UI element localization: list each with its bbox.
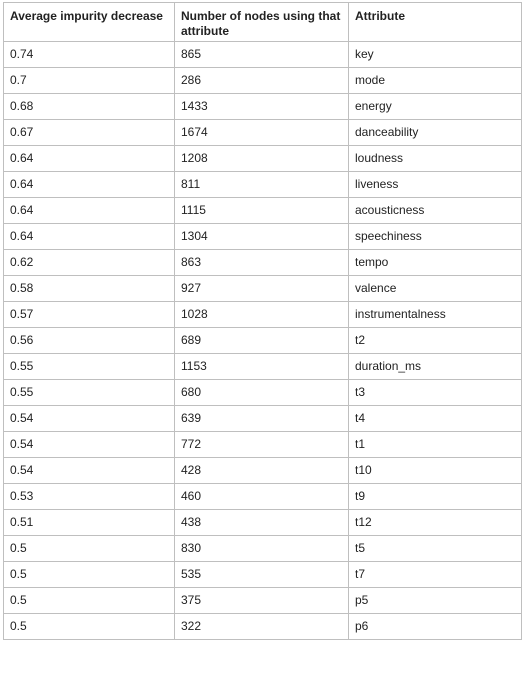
table-row: [4, 328, 522, 354]
node-count-cell: 460: [175, 484, 349, 510]
impurity-cell: 0.55: [4, 354, 175, 380]
impurity-cell: 0.68: [4, 94, 175, 120]
table-row: [4, 562, 522, 588]
table-row: [4, 458, 522, 484]
node-count-cell: 680: [175, 380, 349, 406]
attribute-cell: danceability: [349, 120, 522, 146]
impurity-cell: 0.55: [4, 380, 175, 406]
attribute-cell: t10: [349, 458, 522, 484]
attribute-cell: speechiness: [349, 224, 522, 250]
node-count-cell: 1208: [175, 146, 349, 172]
node-count-cell: 639: [175, 406, 349, 432]
table-row: [4, 120, 522, 146]
table-row: [4, 588, 522, 614]
attribute-cell: mode: [349, 68, 522, 94]
attribute-cell: t7: [349, 562, 522, 588]
table-row: [4, 302, 522, 328]
node-count-cell: 375: [175, 588, 349, 614]
node-count-cell: 322: [175, 614, 349, 640]
node-count-cell: 1433: [175, 94, 349, 120]
attribute-cell: liveness: [349, 172, 522, 198]
header-average-impurity-decrease: Average impurity decrease: [4, 3, 175, 42]
table-row: [4, 614, 522, 640]
impurity-cell: 0.7: [4, 68, 175, 94]
impurity-cell: 0.5: [4, 614, 175, 640]
table-row: [4, 354, 522, 380]
impurity-cell: 0.54: [4, 406, 175, 432]
attribute-cell: t12: [349, 510, 522, 536]
node-count-cell: 865: [175, 42, 349, 68]
impurity-cell: 0.64: [4, 146, 175, 172]
node-count-cell: 1304: [175, 224, 349, 250]
attribute-cell: energy: [349, 94, 522, 120]
impurity-cell: 0.5: [4, 536, 175, 562]
node-count-cell: 1674: [175, 120, 349, 146]
node-count-cell: 863: [175, 250, 349, 276]
impurity-cell: 0.74: [4, 42, 175, 68]
attribute-cell: p6: [349, 614, 522, 640]
impurity-cell: 0.54: [4, 432, 175, 458]
table-row: [4, 198, 522, 224]
attribute-cell: tempo: [349, 250, 522, 276]
attribute-cell: t5: [349, 536, 522, 562]
impurity-cell: 0.57: [4, 302, 175, 328]
table-row: [4, 536, 522, 562]
table-row: [4, 432, 522, 458]
attribute-cell: duration_ms: [349, 354, 522, 380]
header-attribute: Attribute: [349, 3, 522, 42]
attribute-cell: instrumentalness: [349, 302, 522, 328]
impurity-cell: 0.67: [4, 120, 175, 146]
attribute-cell: t1: [349, 432, 522, 458]
node-count-cell: 811: [175, 172, 349, 198]
attribute-cell: t9: [349, 484, 522, 510]
attribute-cell: t3: [349, 380, 522, 406]
node-count-cell: 927: [175, 276, 349, 302]
impurity-cell: 0.5: [4, 588, 175, 614]
table-row: [4, 42, 522, 68]
impurity-cell: 0.54: [4, 458, 175, 484]
table-row: [4, 276, 522, 302]
table-body: [4, 42, 522, 640]
table-row: [4, 146, 522, 172]
node-count-cell: 689: [175, 328, 349, 354]
attribute-cell: loudness: [349, 146, 522, 172]
table-row: [4, 484, 522, 510]
table-row: [4, 380, 522, 406]
impurity-cell: 0.51: [4, 510, 175, 536]
impurity-cell: 0.64: [4, 224, 175, 250]
node-count-cell: 1115: [175, 198, 349, 224]
impurity-cell: 0.64: [4, 172, 175, 198]
impurity-cell: 0.64: [4, 198, 175, 224]
attribute-cell: valence: [349, 276, 522, 302]
node-count-cell: 1153: [175, 354, 349, 380]
table-row: [4, 406, 522, 432]
node-count-cell: 438: [175, 510, 349, 536]
impurity-cell: 0.5: [4, 562, 175, 588]
node-count-cell: 1028: [175, 302, 349, 328]
attribute-cell: p5: [349, 588, 522, 614]
table-row: [4, 224, 522, 250]
table-row: [4, 94, 522, 120]
table-header: [4, 3, 522, 42]
attribute-cell: acousticness: [349, 198, 522, 224]
table-row: [4, 510, 522, 536]
node-count-cell: 830: [175, 536, 349, 562]
attribute-cell: key: [349, 42, 522, 68]
attribute-cell: t4: [349, 406, 522, 432]
table-row: [4, 250, 522, 276]
impurity-cell: 0.58: [4, 276, 175, 302]
table-row: [4, 68, 522, 94]
node-count-cell: 772: [175, 432, 349, 458]
attribute-cell: t2: [349, 328, 522, 354]
node-count-cell: 286: [175, 68, 349, 94]
impurity-cell: 0.56: [4, 328, 175, 354]
node-count-cell: 428: [175, 458, 349, 484]
impurity-cell: 0.62: [4, 250, 175, 276]
node-count-cell: 535: [175, 562, 349, 588]
attribute-importance-table: [3, 2, 522, 640]
header-number-of-nodes: Number of nodes using that attribute: [175, 3, 349, 42]
header-row: [4, 3, 522, 42]
impurity-cell: 0.53: [4, 484, 175, 510]
table-row: [4, 172, 522, 198]
